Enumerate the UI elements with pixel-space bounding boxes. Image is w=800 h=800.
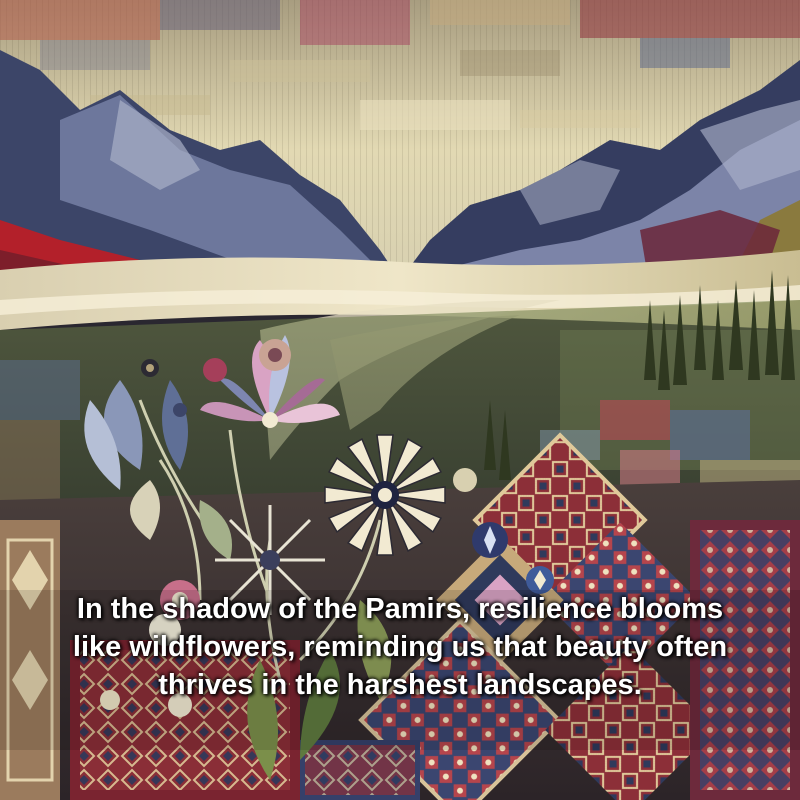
quote-caption: In the shadow of the Pamirs, resilience blooms like wildflowers, reminding us that beauty often thrives in the harshest landscapes. xyxy=(72,593,728,701)
